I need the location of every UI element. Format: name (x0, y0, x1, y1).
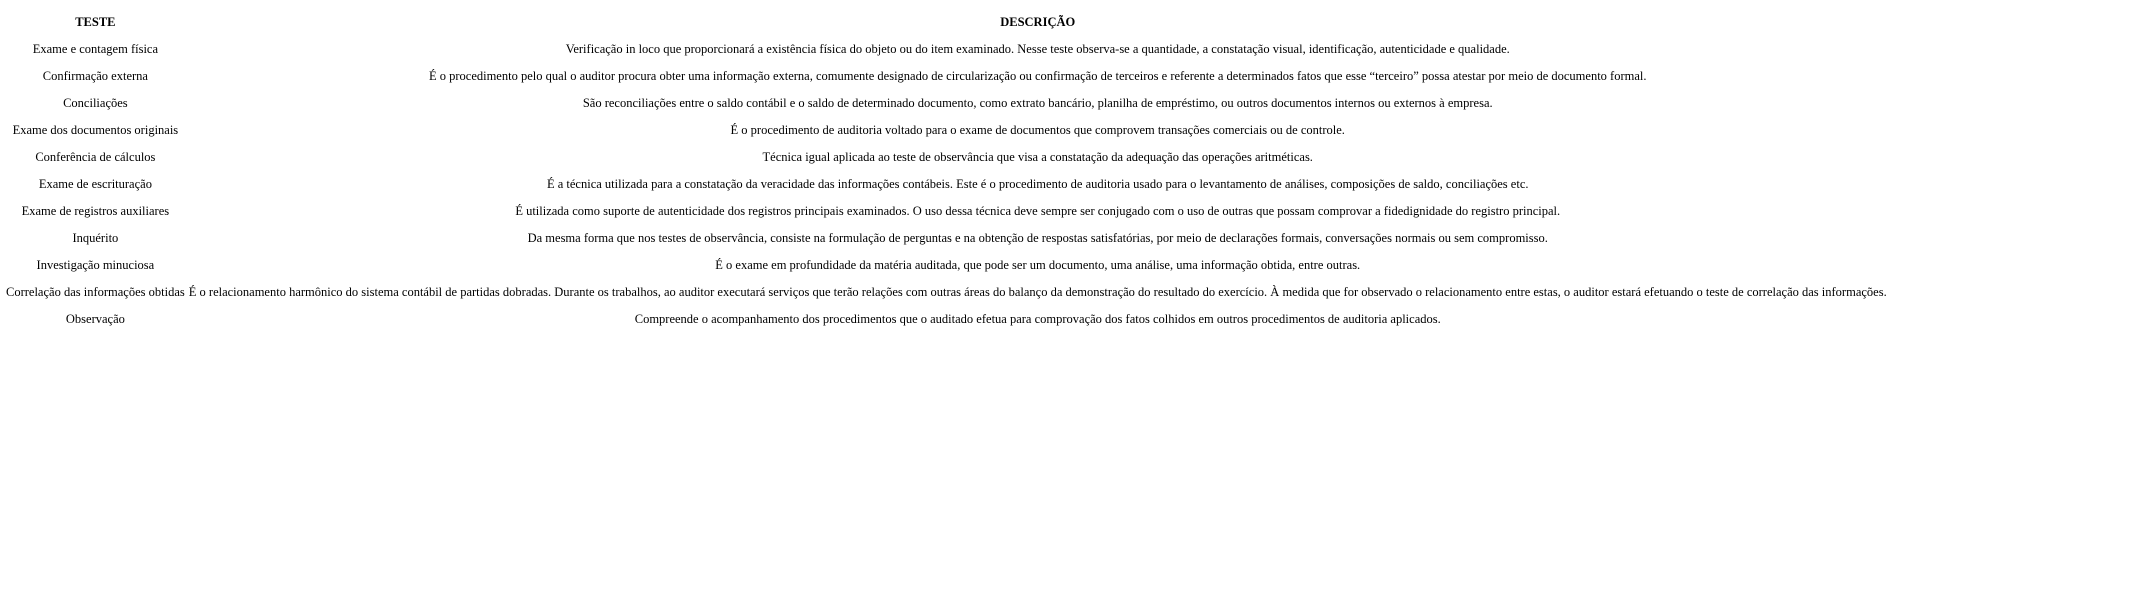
cell-teste: Observação (65, 312, 125, 326)
table-row (5, 307, 1888, 332)
cell-descricao: Verificação in loco que proporcionará a existência física do objeto ou do item examinado. Nesse teste observa-se a quantidade, a constatação visual, identificação, autenticidade e qualidade. (565, 42, 1510, 56)
cell-teste: Confirmação externa (42, 69, 148, 83)
cell-descricao: É o procedimento de auditoria voltado para o exame de documentos que comprovem transações comerciais ou de controle. (730, 123, 1345, 137)
table-row (5, 172, 1888, 197)
table-row (5, 118, 1888, 143)
table-row (5, 37, 1888, 62)
cell-descricao: São reconciliações entre o saldo contábil e o saldo de determinado documento, como extrato bancário, planilha de empréstimo, ou outros documentos internos ou externos à empresa. (582, 96, 1493, 110)
cell-descricao: É a técnica utilizada para a constatação da veracidade das informações contábeis. Este é o procedimento de auditoria usado para o levantamento de análises, composições de saldo, conciliações etc. (546, 177, 1529, 191)
cell-descricao: Da mesma forma que nos testes de observância, consiste na formulação de perguntas e na obtenção de respostas satisfatórias, por meio de declarações formais, conversações normais ou sem compromisso. (527, 231, 1548, 245)
cell-descricao: É utilizada como suporte de autenticidade dos registros principais examinados. O uso dessa técnica deve sempre ser conjugado com o uso de outras que possam comprovar a fidedignidade do registro principal. (515, 204, 1561, 218)
table-row (5, 280, 1888, 305)
table-row (5, 64, 1888, 89)
cell-descricao: Técnica igual aplicada ao teste de observância que visa a constatação da adequação das operações aritméticas. (762, 150, 1313, 164)
table-row (5, 91, 1888, 116)
cell-teste: Inquérito (72, 231, 119, 245)
table-row (5, 145, 1888, 170)
cell-descricao: É o relacionamento harmônico do sistema contábil de partidas dobradas. Durante os trabalhos, ao auditor executará serviços que terão relações com outras áreas do balanço da demonstração do resultado do exercício. À medida que for observado o relacionamento entre estas, o auditor estará efetuando o teste de correlação das informações. (188, 285, 1887, 299)
cell-teste: Exame e contagem física (32, 42, 159, 56)
cell-teste: Conferência de cálculos (35, 150, 156, 164)
cell-teste: Exame de registros auxiliares (21, 204, 170, 218)
audit-tests-table (3, 8, 1890, 334)
cell-descricao: É o procedimento pelo qual o auditor procura obter uma informação externa, comumente designado de circularização ou confirmação de terceiros e referente a determinados fatos que esse “terceiro” possa atestar por meio de documento formal. (428, 69, 1647, 83)
table-header-row (5, 10, 1888, 35)
cell-teste: Correlação das informações obtidas (6, 285, 185, 299)
header-descricao: DESCRIÇÃO (1000, 15, 1076, 29)
cell-descricao: Compreende o acompanhamento dos procedimentos que o auditado efetua para comprovação dos fatos colhidos em outros procedimentos de auditoria aplicados. (634, 312, 1441, 326)
cell-teste: Exame dos documentos originais (12, 123, 179, 137)
cell-teste: Conciliações (63, 96, 128, 110)
cell-teste: Investigação minuciosa (36, 258, 155, 272)
table-row (5, 226, 1888, 251)
cell-descricao: É o exame em profundidade da matéria auditada, que pode ser um documento, uma análise, uma informação obtida, entre outras. (715, 258, 1361, 272)
cell-teste: Exame de escrituração (38, 177, 152, 191)
table-row (5, 199, 1888, 224)
header-teste: TESTE (75, 15, 116, 29)
table-row (5, 253, 1888, 278)
